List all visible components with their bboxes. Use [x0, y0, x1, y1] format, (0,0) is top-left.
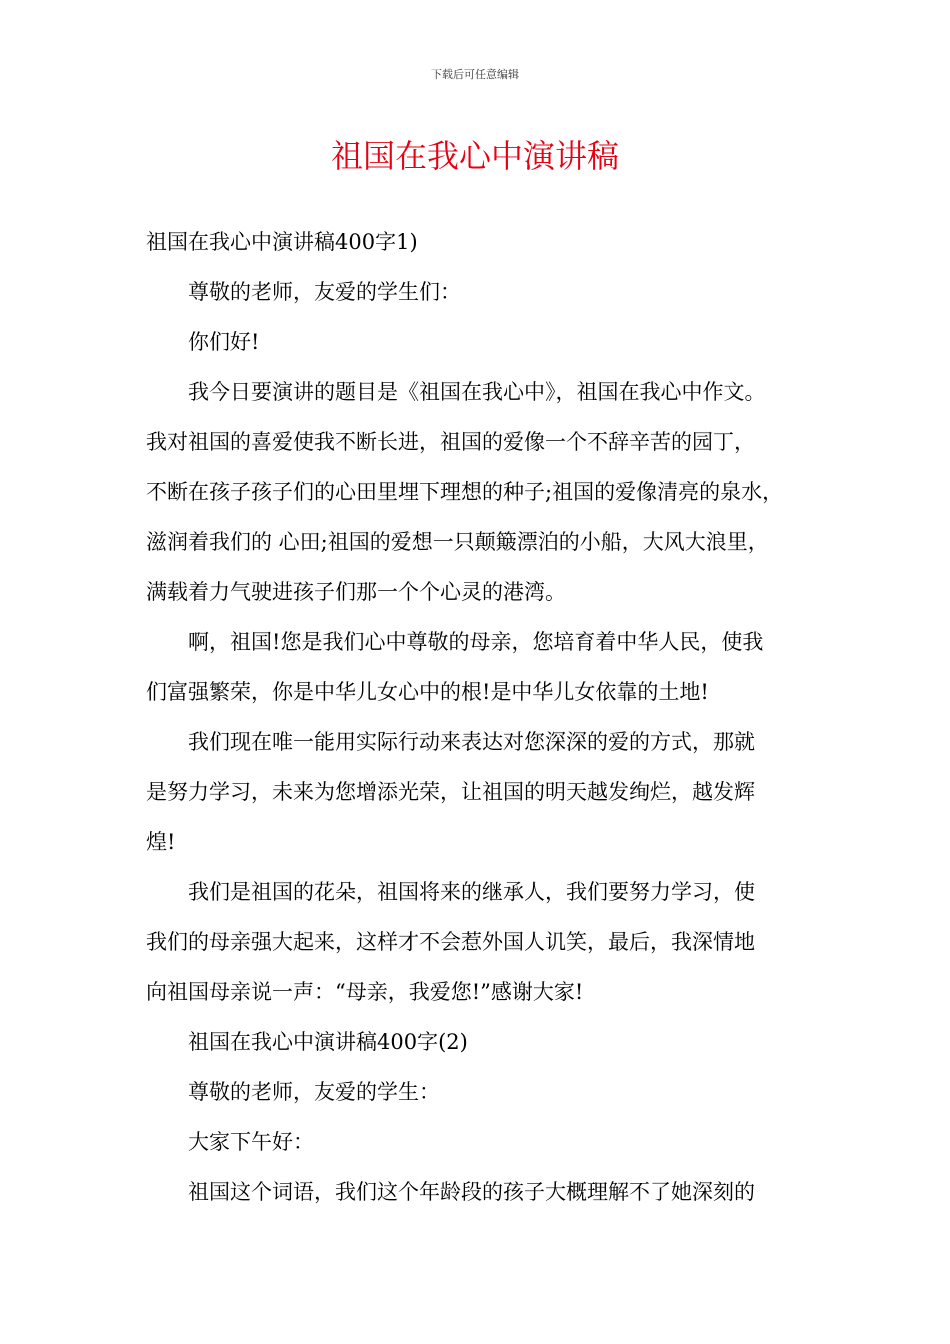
paragraph-line: 不断在孩子孩子们的心田里埋下理想的种子;祖国的爱像清亮的泉水，	[146, 480, 784, 504]
paragraph-line: 煌!	[146, 830, 176, 854]
greeting: 你们好!	[188, 330, 260, 354]
document-title: 祖国在我心中演讲稿	[330, 137, 619, 175]
paragraph-line: 祖国这个词语，我们这个年龄段的孩子大概理解不了她深刻的	[188, 1180, 755, 1204]
greeting: 大家下午好：	[188, 1130, 314, 1154]
paragraph-line: 是努力学习，未来为您增添光荣，让祖国的明天越发绚烂，越发辉	[146, 780, 755, 804]
paragraph-line: 我们是祖国的花朵，祖国将来的继承人，我们要努力学习，使	[188, 880, 755, 904]
paragraph-line: 满载着力气驶进孩子们那一个个心灵的港湾。	[146, 580, 566, 604]
paragraph-line: 们富强繁荣，你是中华儿女心中的根!是中华儿女依靠的土地!	[146, 680, 709, 704]
paragraph-line: 啊，祖国!您是我们心中尊敬的母亲，您培育着中华人民，使我	[188, 630, 764, 654]
paragraph-line: 我们的母亲强大起来，这样才不会惹外国人讥笑，最后，我深情地	[146, 930, 755, 954]
paragraph-line: 我对祖国的喜爱使我不断长进，祖国的爱像一个不辞辛苦的园丁，	[146, 430, 755, 454]
section-heading-1: 祖国在我心中演讲稿400字1)	[146, 230, 418, 254]
salutation: 尊敬的老师，友爱的学生们：	[188, 280, 461, 304]
paragraph-line: 滋润着我们的 心田;祖国的爱想一只颠簸漂泊的小船，大风大浪里，	[146, 530, 769, 554]
paragraph-line: 我们现在唯一能用实际行动来表达对您深深的爱的方式，那就	[188, 730, 755, 754]
section-heading-2: 祖国在我心中演讲稿400字(2)	[188, 1030, 468, 1054]
salutation: 尊敬的老师，友爱的学生：	[188, 1080, 440, 1104]
paragraph-line: 我今日要演讲的题目是《祖国在我心中》，祖国在我心中作文。	[188, 380, 766, 404]
header-note: 下载后可任意编辑	[431, 68, 519, 81]
paragraph-line: 向祖国母亲说一声：“母亲，我爱您!”感谢大家!	[146, 980, 584, 1004]
